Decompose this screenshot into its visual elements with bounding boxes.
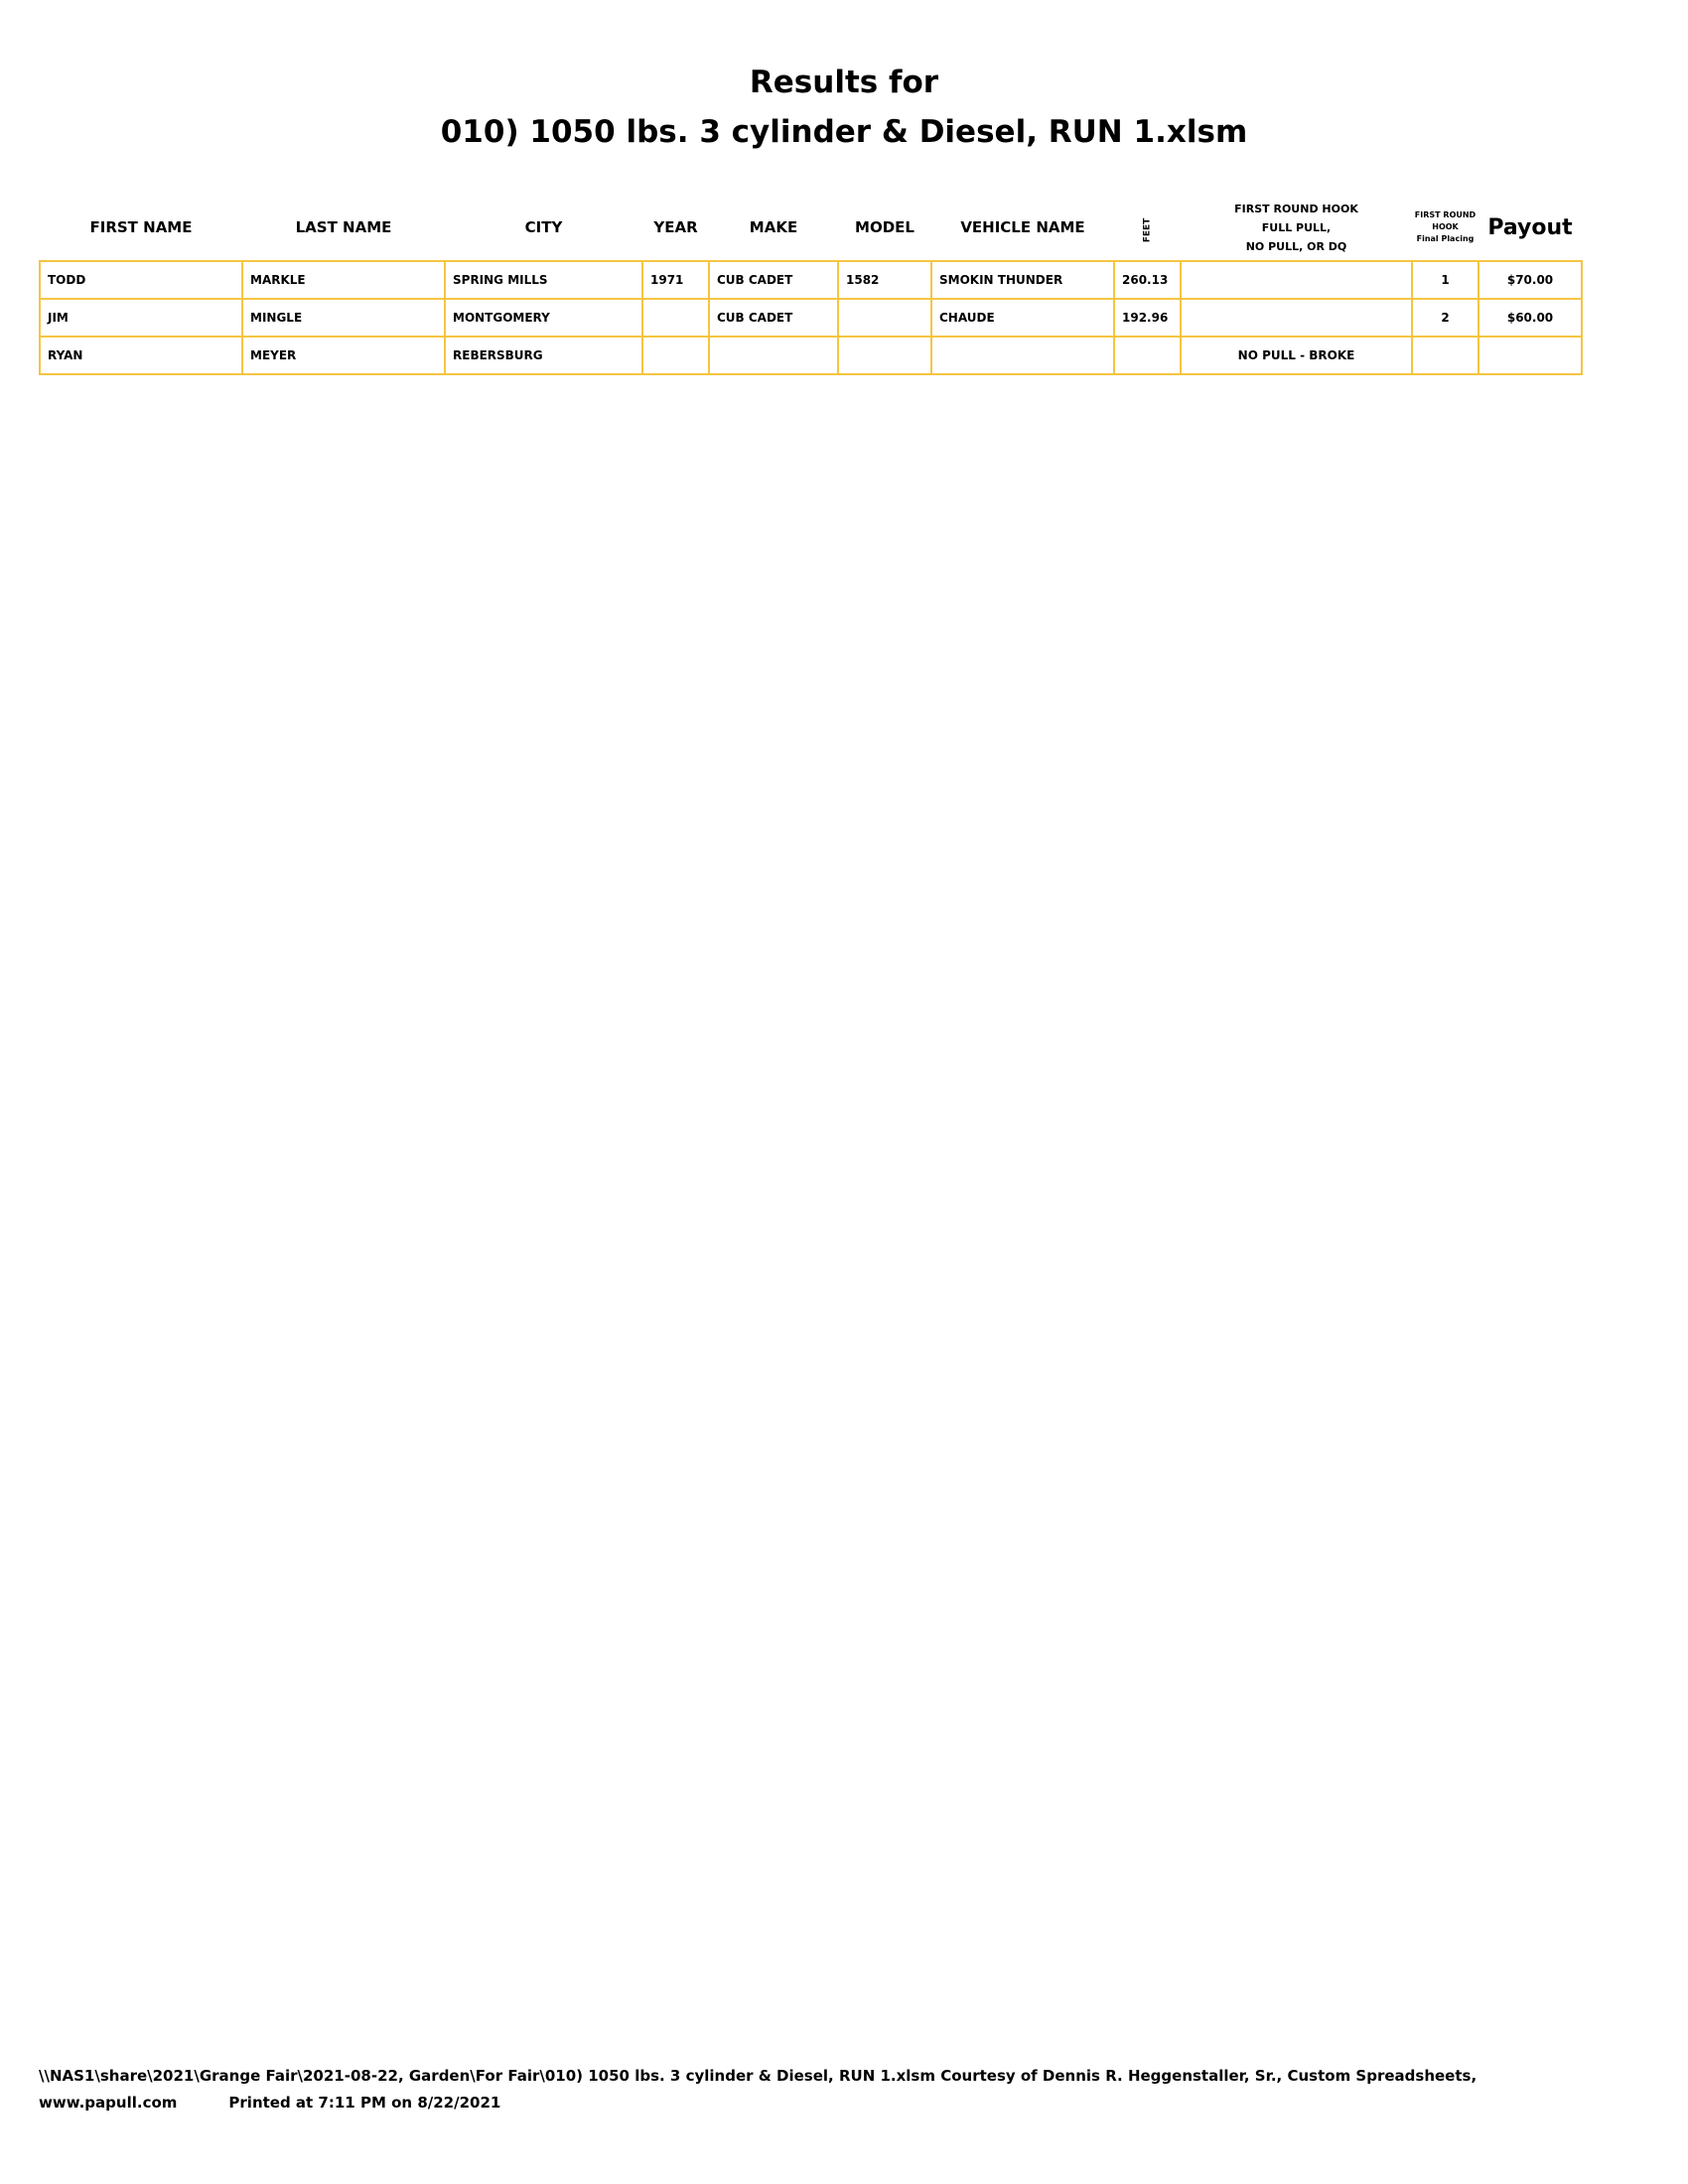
cell-first-name: TODD [40, 261, 242, 299]
page-footer [39, 2063, 1627, 2116]
cell-city: MONTGOMERY [445, 299, 642, 337]
cell-make: CUB CADET [709, 299, 838, 337]
cell-year: 1971 [642, 261, 709, 299]
header-first-name: FIRST NAME [89, 218, 193, 236]
cell-placing [1412, 337, 1478, 374]
cell-last-name: MARKLE [242, 261, 445, 299]
page-subtitle: 010) 1050 lbs. 3 cylinder & Diesel, RUN 1.xlsm [440, 114, 1248, 150]
header-hook-line2: FULL PULL, [1261, 220, 1332, 234]
cell-payout [1478, 337, 1582, 374]
cell-model [838, 299, 931, 337]
cell-last-name: MINGLE [242, 299, 445, 337]
header-placing-line3: Final Placing [1416, 234, 1475, 243]
cell-first-name: JIM [40, 299, 242, 337]
cell-payout: $60.00 [1478, 299, 1582, 337]
cell-vehicle-name: CHAUDE [931, 299, 1114, 337]
header-first-round-hook [1181, 195, 1412, 261]
page-title: Results for [749, 65, 939, 100]
header-vehicle-name: VEHICLE NAME [960, 218, 1085, 236]
cell-first-name: RYAN [40, 337, 242, 374]
cell-last-name: MEYER [242, 337, 445, 374]
cell-year [642, 337, 709, 374]
footer-website: www.papull.com [39, 2094, 178, 2112]
cell-hook: NO PULL - BROKE [1181, 337, 1412, 374]
header-model: MODEL [855, 218, 914, 236]
cell-vehicle-name: SMOKIN THUNDER [931, 261, 1114, 299]
cell-hook [1181, 261, 1412, 299]
cell-make: CUB CADET [709, 261, 838, 299]
cell-make [709, 337, 838, 374]
header-make: MAKE [749, 218, 798, 236]
header-feet-label: FEET [1142, 217, 1153, 243]
cell-placing: 1 [1412, 261, 1478, 299]
cell-feet: 192.96 [1114, 299, 1181, 337]
header-feet [1114, 195, 1181, 261]
footer-line2 [39, 2090, 1627, 2116]
cell-model [838, 337, 931, 374]
header-year: YEAR [653, 218, 698, 236]
results-table [39, 195, 1583, 375]
cell-year [642, 299, 709, 337]
cell-city: REBERSBURG [445, 337, 642, 374]
cell-feet: 260.13 [1114, 261, 1181, 299]
header-placing-line2: HOOK [1432, 222, 1459, 231]
header-final-placing [1412, 195, 1478, 261]
cell-placing: 2 [1412, 299, 1478, 337]
cell-city: SPRING MILLS [445, 261, 642, 299]
header-city: CITY [524, 218, 563, 236]
header-payout: Payout [1487, 214, 1573, 240]
table-row [40, 261, 1582, 299]
header-last-name: LAST NAME [295, 218, 392, 236]
cell-feet [1114, 337, 1181, 374]
header-placing-line1: FIRST ROUND [1414, 210, 1477, 219]
footer-file-path: \\NAS1\share\2021\Grange Fair\2021-08-22, Garden\For Fair\010) 1050 lbs. 3 cylinder & Diesel, RUN 1.xlsm Courtesy of Dennis R. Heggenstaller, Sr., Custom Spreadsheets, [39, 2067, 1477, 2085]
cell-model: 1582 [838, 261, 931, 299]
header-row [40, 195, 1582, 261]
cell-hook [1181, 299, 1412, 337]
table-row [40, 299, 1582, 337]
header-hook-line1: FIRST ROUND HOOK [1234, 202, 1358, 215]
table-row [40, 337, 1582, 374]
cell-vehicle-name [931, 337, 1114, 374]
cell-payout: $70.00 [1478, 261, 1582, 299]
footer-printed: Printed at 7:11 PM on 8/22/2021 [228, 2094, 501, 2112]
header-hook-line3: NO PULL, OR DQ [1245, 239, 1347, 253]
